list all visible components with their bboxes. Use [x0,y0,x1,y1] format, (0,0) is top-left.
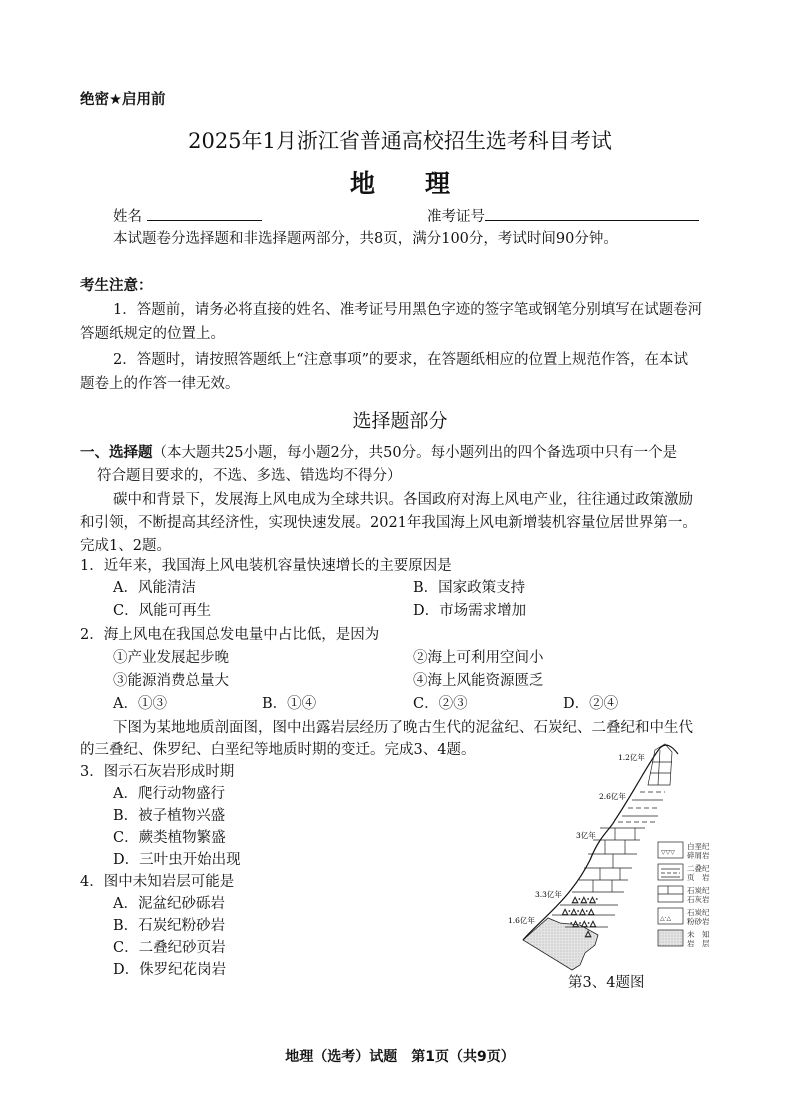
passage-line: 和引领，不断提高其经济性，实现快速发展。2021年我国海上风电新增装机容量位居世界第一。 [80,515,697,531]
exam-title: 2025年1月浙江省普通高校招生选考科目考试 [188,129,612,153]
legend-label: 石灰岩 [687,895,710,904]
age-label: 1.2亿年 [618,753,645,762]
exam-info: 本试题卷分选择题和非选择题两部分，共8页，满分100分，考试时间90分钟。 [113,231,618,247]
option[interactable]: C．二叠纪砂页岩 [113,940,226,956]
legend-label: 粉砂岩 [687,917,710,926]
svg-text:△·△: △·△ [660,915,672,922]
option[interactable]: D．市场需求增加 [413,603,527,619]
option[interactable]: B．国家政策支持 [413,580,526,596]
statement: ③能源消费总量大 [113,673,229,689]
section-heading-rest: （本大题共25小题，每小题2分，共50分。每小题列出的四个备选项中只有一个是 [152,445,678,461]
name-label: 姓名 [113,209,142,225]
section-heading-bold: 一、选择题 [80,445,153,461]
id-field[interactable] [427,206,699,227]
legend-label: 白垩纪 [687,842,710,851]
option[interactable]: B．①④ [262,696,317,712]
option[interactable]: C．②③ [413,696,468,712]
passage-line: 完成1、2题。 [80,538,171,554]
section-heading-line2: 符合题目要求的，不选、多选、错选均不得分） [97,468,402,484]
legend-label: 岩 层 [687,939,710,948]
option[interactable]: A．①③ [113,696,167,712]
question-stem: 2．海上风电在我国总发电量中占比低，是因为 [80,627,380,643]
notice-item: 2．答题时，请按照答题纸上“注意事项”的要求，在答题纸相应的位置上规范作答，在本试 [113,352,689,368]
page-footer: 地理（选考）试题 第1页（共9页） [285,1049,515,1065]
age-label: 3亿年 [576,831,596,840]
secret-label: 绝密★启用前 [80,92,166,108]
age-label: 3.3亿年 [535,890,562,899]
option[interactable]: D．三叶虫开始出现 [113,852,241,868]
svg-text:▽▽▽: ▽▽▽ [661,849,675,856]
legend-label: 碎屑岩 [687,851,710,860]
option[interactable]: A．爬行动物盛行 [113,786,225,802]
option[interactable]: C．蕨类植物繁盛 [113,830,226,846]
notice-item: 题卷上的作答一律无效。 [80,376,240,392]
passage-line: 的三叠纪、侏罗纪、白垩纪等地质时期的变迁。完成3、4题。 [80,742,476,758]
section-title: 选择题部分 [352,410,448,432]
question-stem: 3．图示石灰岩形成时期 [80,764,235,780]
legend [658,842,683,946]
name-blank[interactable] [147,206,262,221]
notice-item: 1．答题前，请务必将直接的姓名、准考证号用黑色字迹的签字笔或钢笔分别填写在试题卷河 [113,302,703,318]
section-heading [80,443,677,463]
option[interactable]: D．②④ [563,696,619,712]
id-label: 准考证号 [427,209,485,225]
svg-text:△·△·△·△: △·△·△·△ [562,907,595,916]
name-field[interactable] [113,206,262,227]
legend-label: 石炭纪 [687,886,710,895]
geologic-profile-figure [500,740,730,1000]
figure-caption: 第3、4题图 [568,975,645,991]
age-label: 2.6亿年 [599,792,626,801]
option[interactable]: C．风能可再生 [113,603,212,619]
age-label: 1.6亿年 [508,916,535,925]
legend-label: 二叠纪 [687,864,710,873]
statement: ④海上风能资源匮乏 [413,673,544,689]
slope-outline [523,745,678,940]
statement: ②海上可利用空间小 [413,650,544,666]
option[interactable]: A．泥盆纪砂砾岩 [113,896,225,912]
notice-item: 答题纸规定的位置上。 [80,326,225,342]
question-stem: 4．图中未知岩层可能是 [80,874,235,890]
legend-label: 页 岩 [687,873,710,882]
passage-line: 碳中和背景下，发展海上风电成为全球共识。各国政府对海上风电产业，往往通过政策激励 [113,492,693,508]
notice-heading: 考生注意： [80,278,153,294]
passage-line: 下图为某地地质剖面图，图中出露岩层经历了晚古生代的泥盆纪、石炭纪、二叠纪和中生代 [113,720,693,736]
option[interactable]: D．侏罗纪花岗岩 [113,962,227,978]
question-stem: 1．近年来，我国海上风电装机容量快速增长的主要原因是 [80,558,452,574]
legend-label: 未 知 [687,930,710,939]
svg-text:·△·△·△: ·△·△·△ [570,919,597,928]
option[interactable]: B．被子植物兴盛 [113,808,226,824]
clastic-layer [648,744,672,785]
option[interactable]: B．石炭纪粉砂岩 [113,918,226,934]
legend-label: 石炭纪 [687,908,710,917]
statement: ①产业发展起步晚 [113,650,229,666]
subject-title: 地 理 [349,169,450,198]
svg-text:△: △ [585,929,592,938]
svg-text:△·△·△·: △·△·△· [572,895,599,904]
option[interactable]: A．风能清洁 [113,580,196,596]
id-blank[interactable] [485,206,699,221]
